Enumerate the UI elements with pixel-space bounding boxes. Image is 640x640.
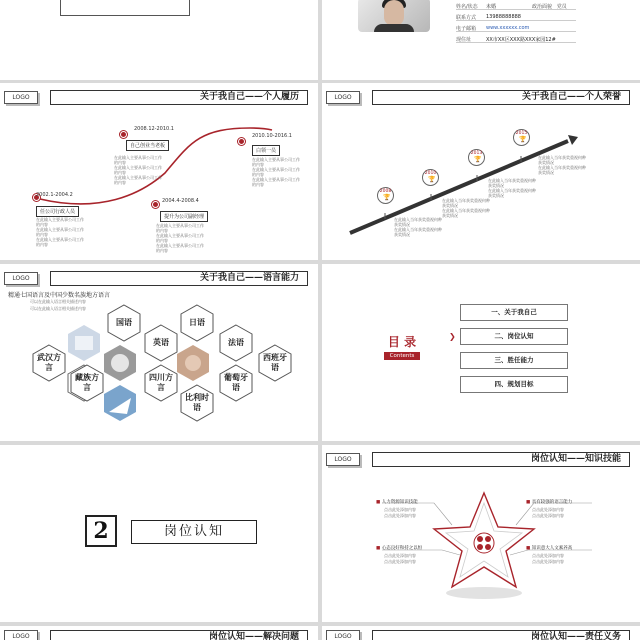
language-hex: 国语 bbox=[107, 304, 141, 342]
contents-sub: Contents bbox=[384, 352, 420, 360]
logo: LOGO bbox=[326, 630, 360, 640]
slide-honors[interactable] bbox=[322, 83, 640, 260]
skill-desc: 点击此处添加内容 bbox=[384, 507, 416, 512]
logo: LOGO bbox=[326, 91, 360, 104]
slide-resume[interactable] bbox=[0, 83, 318, 260]
timeline-dot bbox=[152, 201, 159, 208]
timeline-date: 2008.12-2010.1 bbox=[134, 126, 174, 132]
language-hex: 四川方言 bbox=[144, 364, 178, 402]
slide-languages[interactable] bbox=[0, 264, 318, 441]
honor-desc: 在此输入当年获奖重视何种获奖情况 在此输入当年获奖重视何种获奖情况 bbox=[488, 178, 536, 198]
skill-desc: 点击此处添加内容 bbox=[532, 553, 564, 558]
skill-label: ■ 具有较强的语言能力 bbox=[526, 500, 573, 505]
skill-label: ■ 心态良好和持之以恒 bbox=[376, 546, 423, 551]
language-intro: 精通七国语言及中国少数名族地方语言 bbox=[8, 292, 111, 299]
info-row-email: 电子邮箱 www.xxxxxx.com bbox=[456, 25, 476, 32]
toc-item[interactable]: 三、胜任能力 bbox=[460, 352, 568, 369]
timeline-date: 2004.4-2008.4 bbox=[162, 198, 199, 204]
honor-desc: 在此输入当年获奖重视何种获奖情况 在此输入当年获奖重视何种获奖情况 bbox=[394, 217, 442, 237]
skill-label: ■ 知识意大人文素养高 bbox=[526, 546, 573, 551]
skills-star bbox=[322, 445, 640, 622]
timeline-desc: 在此输入主要从事公司工作的内容 在此输入主要从事公司工作的内容 在此输入主要从事公司工作的内容 bbox=[156, 223, 204, 253]
timeline-role: 任公司行政人员 bbox=[36, 206, 79, 217]
skill-label: ■ 人力资源知识技能 bbox=[376, 500, 418, 505]
frame-box bbox=[60, 0, 190, 16]
timeline-desc: 在此输入主要从事公司工作的内容 在此输入主要从事公司工作的内容 在此输入主要从事公司工作的内容 bbox=[36, 217, 84, 247]
slide-partial-top-left[interactable] bbox=[0, 0, 318, 80]
photo-hex bbox=[67, 324, 101, 362]
language-hex: 武汉方言 bbox=[32, 344, 66, 382]
toc-item[interactable]: 一、关于我自己 bbox=[460, 304, 568, 321]
timeline-role: 自己创业当老板 bbox=[126, 140, 169, 151]
language-hex: 比利时语 bbox=[180, 384, 214, 422]
skill-desc: 点击此处添加内容 bbox=[384, 513, 416, 518]
slide-title: 关于我自己——个人履历 bbox=[50, 90, 308, 105]
language-hex: 英语 bbox=[144, 324, 178, 362]
honor-year-badge: 2015 🏆 bbox=[513, 129, 530, 146]
language-hex: 葡萄牙语 bbox=[219, 364, 253, 402]
skill-desc: 点击此处添加内容 bbox=[532, 559, 564, 564]
timeline-dot bbox=[238, 138, 245, 145]
slide-title: 岗位认知——解决问题 bbox=[50, 630, 308, 640]
slide-profile[interactable] bbox=[322, 0, 640, 80]
toc-item[interactable]: 四、规划目标 bbox=[460, 376, 568, 393]
language-hex: 法语 bbox=[219, 324, 253, 362]
skill-desc: 点击此处添加内容 bbox=[532, 513, 564, 518]
logo: LOGO bbox=[4, 91, 38, 104]
timeline-role: 提升为公司副经理 bbox=[160, 211, 208, 222]
slide-title: 岗位认知——知识技能 bbox=[372, 452, 630, 467]
timeline-desc: 在此输入主要从事公司工作的内容 在此输入主要从事公司工作的内容 在此输入主要从事公司工作的内容 bbox=[252, 157, 300, 187]
section-title: 岗位认知 bbox=[131, 520, 257, 544]
info-row-address: 现住址 XX市XX区XXX路XXX家园12# bbox=[456, 36, 471, 43]
logo: LOGO bbox=[326, 453, 360, 466]
slide-title: 关于我自己——语言能力 bbox=[50, 271, 308, 286]
info-row-phone: 联系方式 13988888888 bbox=[456, 14, 476, 21]
timeline-desc: 在此输入主要从事公司工作的内容 在此输入主要从事公司工作的内容 在此输入主要从事公司工作的内容 bbox=[114, 155, 162, 185]
language-hex: 日语 bbox=[180, 304, 214, 342]
timeline-role: 白领一员 bbox=[252, 145, 280, 156]
skill-desc: 点击此处添加内容 bbox=[384, 559, 416, 564]
skill-desc: 点击此处添加内容 bbox=[384, 553, 416, 558]
toc-item-active[interactable]: ❯ 二、岗位认知 bbox=[460, 328, 568, 345]
photo-hex bbox=[103, 344, 137, 382]
slide-section[interactable] bbox=[0, 445, 318, 622]
honors-arrow bbox=[322, 83, 640, 260]
contents-badge bbox=[384, 334, 420, 366]
photo-hex bbox=[176, 344, 210, 382]
slide-contents[interactable] bbox=[322, 264, 640, 441]
slide-partial-bottom-right[interactable] bbox=[322, 626, 640, 640]
honor-year-badge: 2013 🏆 bbox=[468, 149, 485, 166]
slide-title: 岗位认知——责任义务 bbox=[372, 630, 630, 640]
honor-desc: 在此输入当年获奖重视何种获奖情况 在此输入当年获奖重视何种获奖情况 bbox=[442, 198, 490, 218]
info-row-status: 姓名/状态 未婚 政治面貌 党员 bbox=[456, 3, 478, 10]
photo-hex bbox=[103, 384, 137, 422]
profile-photo bbox=[358, 0, 430, 32]
timeline-date: 2002.1-2004.2 bbox=[36, 192, 73, 198]
honor-year-badge: 2008 🏆 bbox=[377, 187, 394, 204]
slide-partial-bottom-left[interactable] bbox=[0, 626, 318, 640]
language-hex: 藏族方言 bbox=[70, 364, 104, 402]
logo: LOGO bbox=[4, 272, 38, 285]
slide-skills[interactable] bbox=[322, 445, 640, 622]
language-sub: 可以在此输入语言相关描述内容 bbox=[30, 306, 86, 311]
language-hex: 西班牙语 bbox=[258, 344, 292, 382]
timeline-dot bbox=[120, 131, 127, 138]
logo: LOGO bbox=[4, 630, 38, 640]
slide-title: 关于我自己——个人荣誉 bbox=[372, 90, 630, 105]
honor-desc: 在此输入当年获奖重视何种获奖情况 在此输入当年获奖重视何种获奖情况 bbox=[538, 155, 586, 175]
honor-year-badge: 2010 🏆 bbox=[422, 169, 439, 186]
language-sub: 可以在此输入语言相关描述内容 bbox=[30, 299, 86, 304]
contents-label: 目 录 bbox=[387, 335, 417, 349]
timeline-date: 2010.10-2016.1 bbox=[252, 133, 292, 139]
section-number: 2 bbox=[85, 515, 117, 547]
skill-desc: 点击此处添加内容 bbox=[532, 507, 564, 512]
